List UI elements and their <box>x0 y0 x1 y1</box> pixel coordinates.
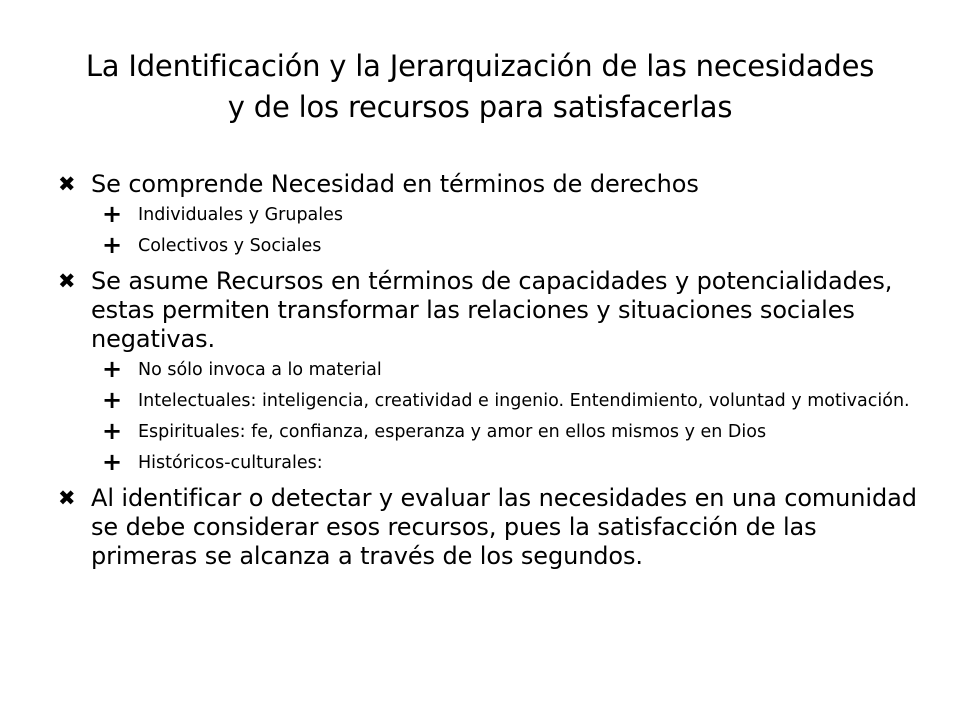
sub-bullet-text: No sólo invoca a lo material <box>138 360 382 380</box>
sub-bullet-item <box>58 448 918 476</box>
sub-bullet-text: Intelectuales: inteligencia, creatividad e ingenio. Entendimiento, voluntad y motivación. <box>138 391 910 411</box>
bullet-text: Se asume Recursos en términos de capacidades y potencialidades, estas permiten transformar las relaciones y situaciones sociales negativas. <box>91 267 893 353</box>
sub-bullet-item <box>58 386 918 414</box>
x-bullet-icon: ✖ <box>58 486 76 510</box>
plus-bullet-icon: + <box>102 200 123 228</box>
sub-bullet-item <box>58 417 918 445</box>
plus-bullet-icon: + <box>102 448 123 476</box>
sub-bullet-item <box>58 200 918 228</box>
plus-bullet-icon: + <box>102 386 123 414</box>
x-bullet-icon: ✖ <box>58 269 76 293</box>
x-bullet-icon: ✖ <box>58 172 76 196</box>
sub-bullet-text: Individuales y Grupales <box>138 205 344 225</box>
bullet-item <box>58 267 918 354</box>
sub-bullet-text: Colectivos y Sociales <box>138 236 322 256</box>
plus-bullet-icon: + <box>102 417 123 445</box>
bullet-item <box>58 170 918 199</box>
sub-bullet-item <box>58 231 918 259</box>
bullet-list <box>58 170 918 577</box>
sub-bullet-item <box>58 355 918 383</box>
plus-bullet-icon: + <box>102 231 123 259</box>
sub-bullet-text: Espirituales: fe, confianza, esperanza y amor en ellos mismos y en Dios <box>138 422 767 442</box>
slide-title-line-1: La Identificación y la Jerarquización de las necesidades <box>85 49 875 83</box>
slide-title-line-2: y de los recursos para satisfacerlas <box>227 90 733 124</box>
bullet-text: Se comprende Necesidad en términos de derechos <box>91 170 699 198</box>
sub-bullet-text: Históricos-culturales: <box>138 453 323 473</box>
bullet-text: Al identificar o detectar y evaluar las necesidades en una comunidad se debe considerar esos recursos, pues la satisfacción de las primeras se alcanza a través de los segundos. <box>91 484 917 570</box>
slide-title <box>40 46 920 128</box>
plus-bullet-icon: + <box>102 355 123 383</box>
bullet-item <box>58 484 918 571</box>
